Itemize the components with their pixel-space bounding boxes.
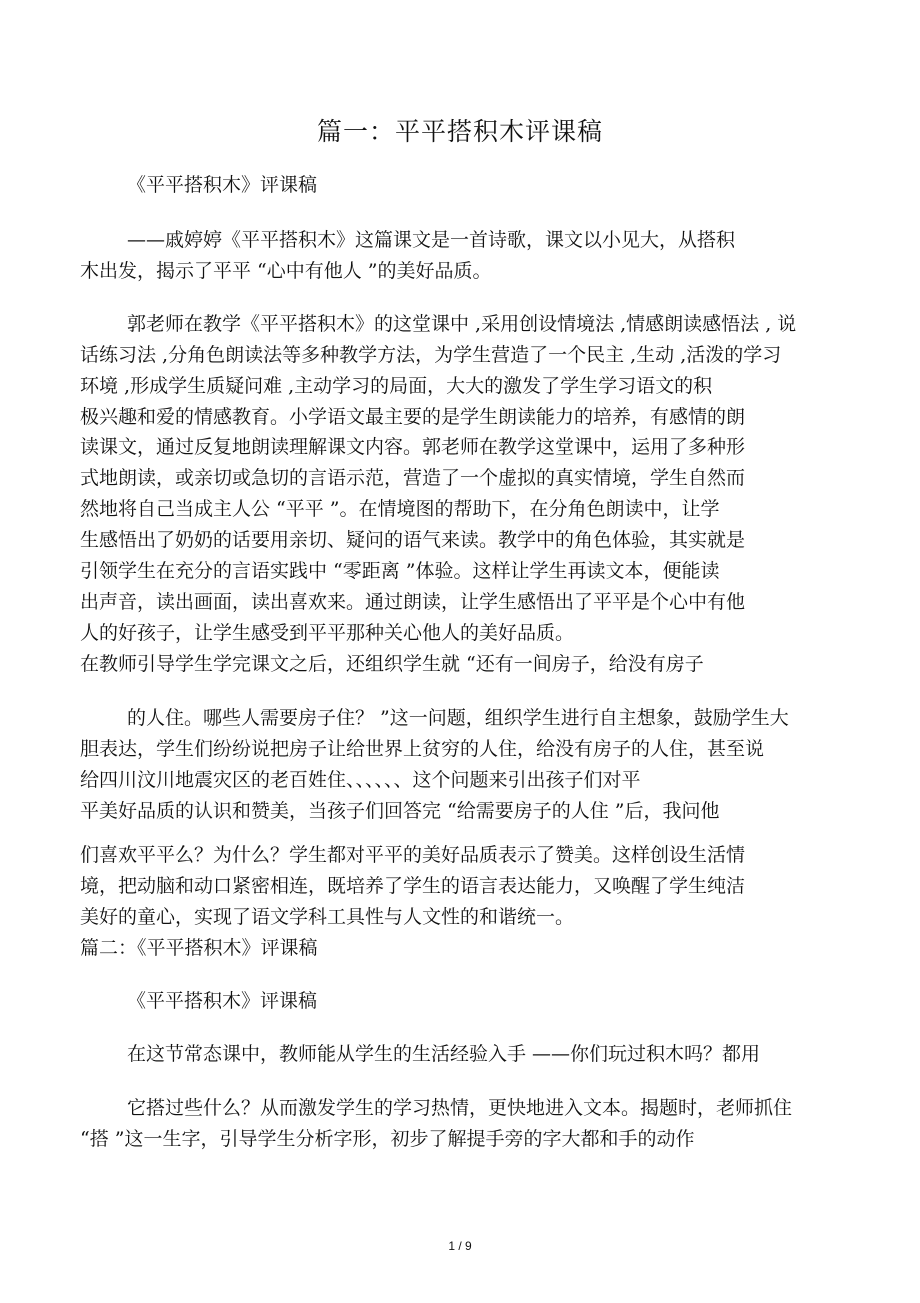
page-number: 1 / 9 <box>448 1239 472 1253</box>
text-line: 给四川汶川地震灾区的老百姓住、、、、、、这个问题来引出孩子们对平 <box>80 769 641 791</box>
text-line: 人的好孩子，让学生感受到平平那种关心他人的美好品质。 <box>80 622 575 644</box>
text-line: 在教师引导学生学完课文之后，还组织学生就 “还有一间房子，给没有房子 <box>80 653 704 675</box>
text-line: “搭 ”这一生字，引导学生分析字形，初步了解提手旁的字大都和手的动作 <box>80 1128 695 1150</box>
text-line: 们喜欢平平么？为什么？学生都对平平的美好品质表示了赞美。这样创设生活情 <box>80 844 746 866</box>
text-line: 式地朗读，或亲切或急切的言语示范，营造了一个虚拟的真实情境，学生自然而 <box>80 467 746 489</box>
text-line: 篇二：《平平搭积木》评课稿 <box>80 937 318 959</box>
text-line: 《平平搭积木》评课稿 <box>127 990 318 1012</box>
text-line: 在这节常态课中，教师能从学生的生活经验入手 ——你们玩过积木吗？都用 <box>127 1043 761 1065</box>
text-line: 然地将自己当成主人公 “平平 ”。在情境图的帮助下，在分角色朗读中，让学 <box>80 498 720 520</box>
text-line: 环境 ,形成学生质疑问难 ,主动学习的局面，大大的激发了学生学习语文的积 <box>80 375 713 397</box>
text-line: 它搭过些什么？从而激发学生的学习热情，更快地进入文本。揭题时，老师抓住 <box>127 1097 793 1119</box>
text-line: 美好的童心，实现了语文学科工具性与人文性的和谐统一。 <box>80 906 575 928</box>
text-line: 胆表达，学生们纷纷说把房子让给世界上贫穷的人住，给没有房子的人住，甚至说 <box>80 738 765 760</box>
text-line: 出声音，读出画面，读出喜欢来。通过朗读，让学生感悟出了平平是个心中有他 <box>80 591 746 613</box>
text-line: 境，把动脑和动口紧密相连，既培养了学生的语言表达能力，又唤醒了学生纯洁 <box>80 875 746 897</box>
text-line: 话练习法 ,分角色朗读法等多种教学方法，为学生营造了一个民主 ,生动 ,活泼的学习 <box>80 344 782 366</box>
text-line: 引领学生在充分的言语实践中 “零距离 ”体验。这样让学生再读文本，便能读 <box>80 560 720 582</box>
text-line: 生感悟出了奶奶的话要用亲切、疑问的语气来读。教学中的角色体验，其实就是 <box>80 529 746 551</box>
text-line: 的人住。哪些人需要房子住？ ”这一问题，组织学生进行自主想象，鼓励学生大 <box>127 707 789 729</box>
document-title: 篇一：平平搭积木评课稿 <box>316 117 603 146</box>
text-line: 木出发，揭示了平平 “心中有他人 ”的美好品质。 <box>80 260 492 282</box>
text-line: 郭老师在教学《平平搭积木》的这堂课中 ,采用创设情境法 ,情感朗读感悟法 , 说 <box>127 313 797 335</box>
text-line: 极兴趣和爱的情感教育。小学语文最主要的是学生朗读能力的培养，有感情的朗 <box>80 406 746 428</box>
text-line: 《平平搭积木》评课稿 <box>127 174 318 196</box>
text-line: ——戚婷婷《平平搭积木》这篇课文是一首诗歌，课文以小见大，从搭积 <box>127 229 736 251</box>
text-line: 读课文，通过反复地朗读理解课文内容。郭老师在教学这堂课中，运用了多种形 <box>80 436 746 458</box>
text-line: 平美好品质的认识和赞美，当孩子们回答完 “给需要房子的人住 ”后，我问他 <box>80 800 720 822</box>
